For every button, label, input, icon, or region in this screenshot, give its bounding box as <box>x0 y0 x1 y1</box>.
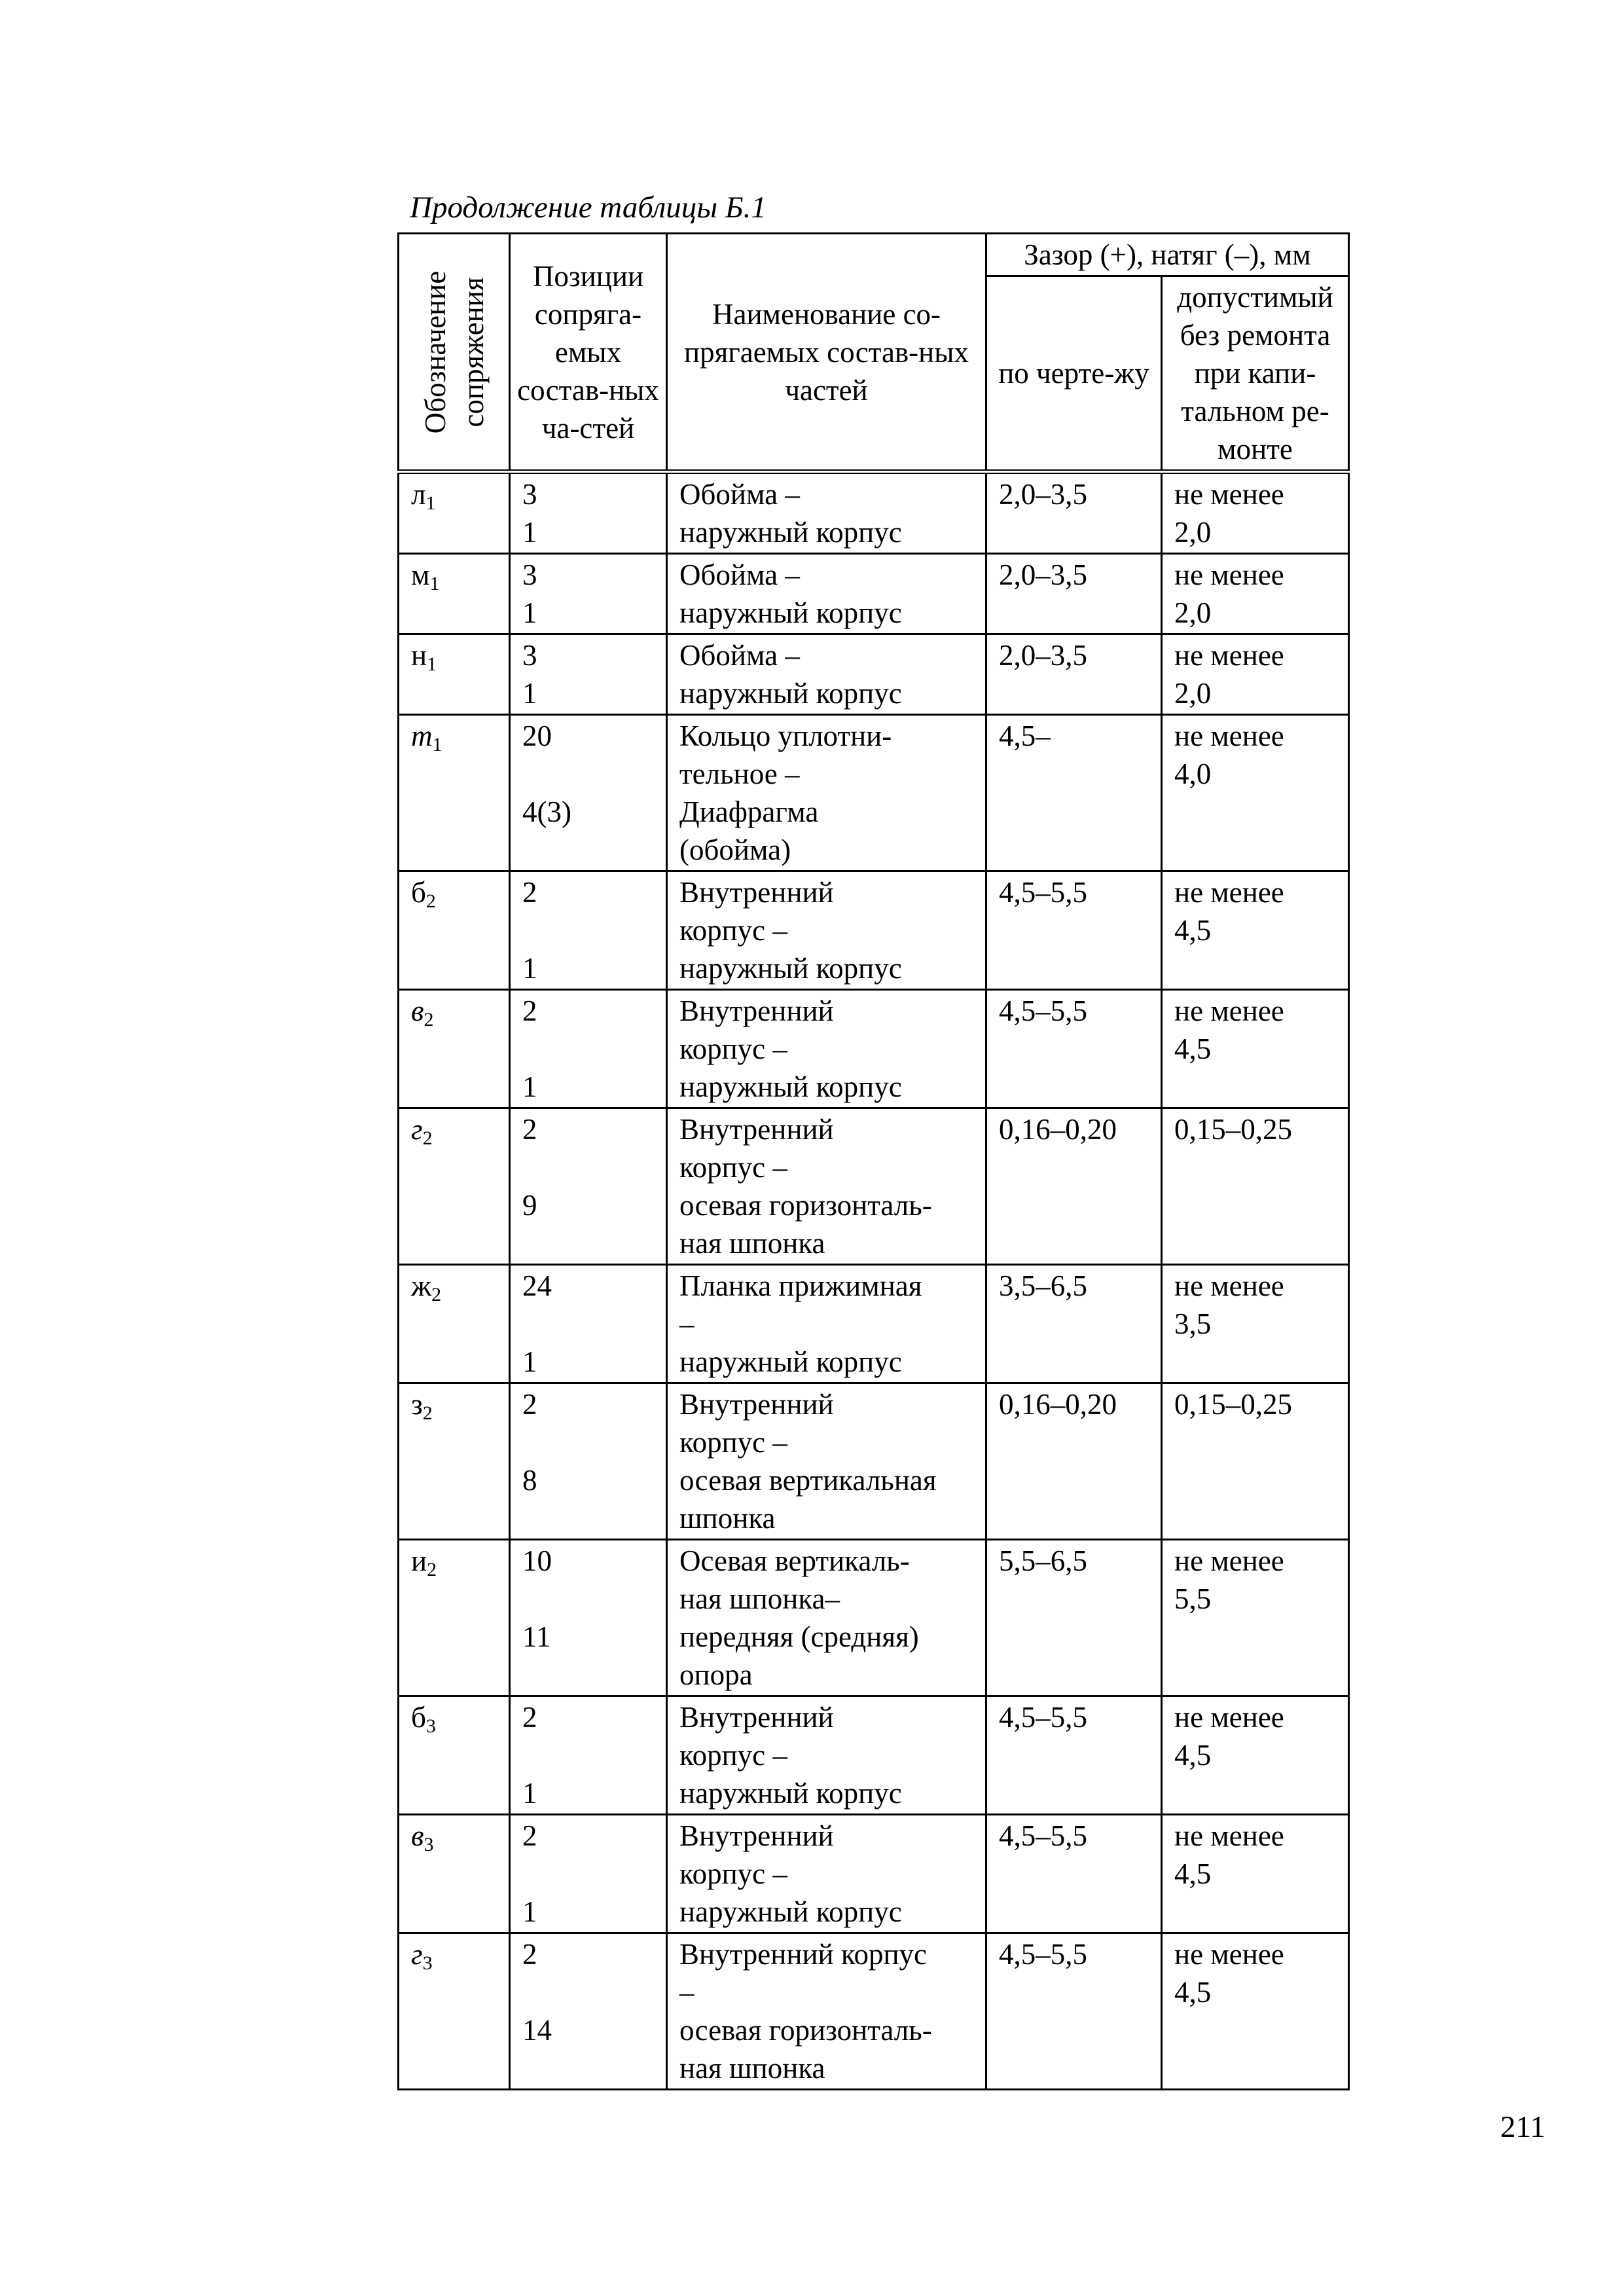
cell-positions <box>510 1383 667 1540</box>
allowed-value-line: не менее <box>1174 639 1284 672</box>
drawing-value: 4,5–5,5 <box>999 1701 1087 1734</box>
position-value <box>522 1580 654 1618</box>
drawing-value: 0,16–0,20 <box>999 1113 1117 1146</box>
designation-symbol: и <box>411 1544 427 1577</box>
cell-positions <box>510 1933 667 2090</box>
cell-designation <box>399 1265 510 1383</box>
table-row <box>399 1540 1349 1696</box>
table-row <box>399 1933 1349 2090</box>
part-name-line: наружный корпус <box>679 596 902 629</box>
allowed-value-line: 0,15–0,25 <box>1174 1388 1292 1421</box>
part-name-line: осевая горизонталь- <box>679 1189 932 1222</box>
part-name-line: Кольцо уплотни- <box>679 720 892 752</box>
header-allowed: допустимый без ремонта при капи-тальном ре-монте <box>1162 276 1349 472</box>
allowed-value-line: 0,15–0,25 <box>1174 1113 1292 1146</box>
designation-subscript: 2 <box>422 1402 433 1424</box>
designation-subscript: 1 <box>429 573 440 594</box>
allowed-value-line: 4,5 <box>1174 914 1212 947</box>
cell-allowed <box>1162 1540 1349 1696</box>
part-name-line: Осевая вертикаль- <box>679 1544 910 1577</box>
cell-allowed <box>1162 634 1349 715</box>
cell-positions <box>510 715 667 871</box>
part-name-line: наружный корпус <box>679 952 902 985</box>
cell-by-drawing <box>986 1933 1162 2090</box>
drawing-value: 4,5–5,5 <box>999 1938 1087 1971</box>
table-row <box>399 1815 1349 1933</box>
cell-allowed <box>1162 715 1349 871</box>
part-name-line: Обойма – <box>679 558 800 591</box>
position-value: 8 <box>522 1464 537 1497</box>
table-row <box>399 871 1349 990</box>
allowed-value-line: 5,5 <box>1174 1582 1212 1615</box>
cell-positions <box>510 1265 667 1383</box>
drawing-value: 4,5– <box>999 720 1051 752</box>
cell-by-drawing <box>986 554 1162 634</box>
allowed-value-line: 2,0 <box>1174 677 1212 710</box>
drawing-value: 0,16–0,20 <box>999 1388 1117 1421</box>
drawing-value: 2,0–3,5 <box>999 478 1087 511</box>
designation-subscript: 2 <box>425 890 436 912</box>
cell-part-names <box>667 871 986 990</box>
designation-symbol: в <box>411 994 424 1027</box>
data-table <box>397 232 1350 2090</box>
header-positions: Позиции сопряга-емых состав-ных ча-стей <box>510 234 667 472</box>
part-name-line: наружный корпус <box>679 1895 902 1928</box>
drawing-value: 5,5–6,5 <box>999 1544 1087 1577</box>
part-name-line: – <box>679 1976 695 2009</box>
table-row <box>399 634 1349 715</box>
allowed-value-line: 4,0 <box>1174 757 1212 790</box>
position-value: 9 <box>522 1189 537 1222</box>
cell-by-drawing <box>986 1383 1162 1540</box>
allowed-value-line: не менее <box>1174 1701 1284 1734</box>
drawing-value: 4,5–5,5 <box>999 994 1087 1027</box>
cell-by-drawing <box>986 871 1162 990</box>
position-value: 11 <box>522 1620 551 1653</box>
position-value: 2 <box>522 1113 537 1146</box>
cell-part-names <box>667 1933 986 2090</box>
allowed-value-line: 2,0 <box>1174 596 1212 629</box>
cell-positions <box>510 990 667 1108</box>
part-name-line: корпус – <box>679 1857 787 1890</box>
position-value <box>522 1499 654 1537</box>
position-value: 10 <box>522 1544 552 1577</box>
allowed-value-line: не менее <box>1174 1819 1284 1852</box>
part-name-line: наружный корпус <box>679 1070 902 1103</box>
part-name-line: Обойма – <box>679 639 800 672</box>
position-value: 3 <box>522 558 537 591</box>
cell-positions <box>510 472 667 554</box>
cell-designation <box>399 634 510 715</box>
cell-by-drawing <box>986 1540 1162 1696</box>
table-row <box>399 1265 1349 1383</box>
designation-subscript: 2 <box>424 1009 434 1030</box>
cell-part-names <box>667 1696 986 1815</box>
cell-allowed <box>1162 1696 1349 1815</box>
cell-designation <box>399 990 510 1108</box>
designation-symbol: б <box>411 1701 426 1734</box>
part-name-line: ная шпонка <box>679 1227 825 1260</box>
cell-part-names <box>667 1265 986 1383</box>
position-value <box>522 1423 654 1461</box>
position-value: 1 <box>522 952 537 985</box>
position-value: 3 <box>522 639 537 672</box>
designation-subscript: 2 <box>427 1559 437 1580</box>
drawing-value: 4,5–5,5 <box>999 1819 1087 1852</box>
part-name-line: Внутренний <box>679 1701 834 1734</box>
part-name-line: шпонка <box>679 1502 776 1535</box>
position-value: 1 <box>522 596 537 629</box>
header-designation-label: Обозначение сопряжения <box>418 270 490 433</box>
position-value: 2 <box>522 994 537 1027</box>
part-name-line: Внутренний <box>679 994 834 1027</box>
drawing-value: 2,0–3,5 <box>999 558 1087 591</box>
drawing-value: 3,5–6,5 <box>999 1269 1087 1302</box>
part-name-line: корпус – <box>679 1032 787 1065</box>
header-clearance-group: Зазор (+), натяг (–), мм <box>986 234 1349 276</box>
allowed-value-line: не менее <box>1174 994 1284 1027</box>
cell-part-names <box>667 990 986 1108</box>
position-value: 1 <box>522 1070 537 1103</box>
drawing-value: 2,0–3,5 <box>999 639 1087 672</box>
cell-part-names <box>667 634 986 715</box>
position-value: 1 <box>522 1777 537 1810</box>
cell-by-drawing <box>986 472 1162 554</box>
allowed-value-line: не менее <box>1174 1544 1284 1577</box>
designation-subscript: 1 <box>432 734 442 756</box>
allowed-value-line: 4,5 <box>1174 1857 1212 1890</box>
part-name-line: Внутренний <box>679 876 834 909</box>
cell-positions <box>510 1696 667 1815</box>
cell-designation <box>399 554 510 634</box>
cell-part-names <box>667 715 986 871</box>
table-caption: Продолжение таблицы Б.1 <box>410 191 767 225</box>
part-name-line: Внутренний <box>679 1819 834 1852</box>
cell-positions <box>510 1540 667 1696</box>
position-value: 14 <box>522 2014 552 2047</box>
cell-designation <box>399 1933 510 2090</box>
position-value: 1 <box>522 516 537 549</box>
cell-allowed <box>1162 1933 1349 2090</box>
position-value <box>522 831 654 869</box>
cell-part-names <box>667 472 986 554</box>
part-name-line: Внутренний корпус <box>679 1938 927 1971</box>
part-name-line: корпус – <box>679 1426 787 1459</box>
cell-by-drawing <box>986 634 1162 715</box>
position-value: 1 <box>522 677 537 710</box>
designation-symbol: г <box>411 1113 423 1146</box>
allowed-value-line: не менее <box>1174 720 1284 752</box>
part-name-line: наружный корпус <box>679 1345 902 1378</box>
cell-by-drawing <box>986 990 1162 1108</box>
cell-allowed <box>1162 871 1349 990</box>
position-value <box>522 1305 654 1343</box>
designation-symbol: в <box>411 1819 424 1852</box>
part-name-line: корпус – <box>679 914 787 947</box>
position-value <box>522 1030 654 1068</box>
part-name-line: Обойма – <box>679 478 800 511</box>
cell-part-names <box>667 1540 986 1696</box>
allowed-value-line: не менее <box>1174 1269 1284 1302</box>
cell-designation <box>399 871 510 990</box>
position-value: 1 <box>522 1895 537 1928</box>
allowed-value-line: не менее <box>1174 478 1284 511</box>
position-value <box>522 1656 654 1694</box>
allowed-value-line: 2,0 <box>1174 516 1212 549</box>
position-value <box>522 1973 654 2011</box>
cell-designation <box>399 472 510 554</box>
position-value: 2 <box>522 1938 537 1971</box>
cell-allowed <box>1162 554 1349 634</box>
designation-symbol: л <box>411 478 426 511</box>
position-value: 2 <box>522 1388 537 1421</box>
table-row <box>399 554 1349 634</box>
designation-symbol: б <box>411 876 426 909</box>
cell-designation <box>399 1540 510 1696</box>
cell-part-names <box>667 554 986 634</box>
position-value <box>522 911 654 949</box>
part-name-line: осевая горизонталь- <box>679 2014 932 2047</box>
cell-designation <box>399 1108 510 1265</box>
cell-part-names <box>667 1383 986 1540</box>
part-name-line: корпус – <box>679 1151 787 1184</box>
cell-designation <box>399 1815 510 1933</box>
part-name-line: корпус – <box>679 1739 787 1772</box>
allowed-value-line: не менее <box>1174 876 1284 909</box>
header-part-names: Наименование со-прягаемых состав-ных частей <box>667 234 986 472</box>
part-name-line: Планка прижимная <box>679 1269 922 1302</box>
part-name-line: ная шпонка <box>679 2052 825 2085</box>
position-value <box>522 1855 654 1893</box>
position-value: 1 <box>522 1345 537 1378</box>
part-name-line: (обойма) <box>679 833 791 866</box>
cell-by-drawing <box>986 1815 1162 1933</box>
part-name-line: наружный корпус <box>679 1777 902 1810</box>
position-value: 4(3) <box>522 795 571 828</box>
position-value <box>522 2049 654 2087</box>
cell-allowed <box>1162 990 1349 1108</box>
position-value <box>522 1224 654 1262</box>
cell-designation <box>399 1383 510 1540</box>
header-by-drawing: по черте-жу <box>986 276 1162 472</box>
page-number: 211 <box>1500 2110 1545 2144</box>
allowed-value-line: 4,5 <box>1174 1976 1212 2009</box>
designation-symbol: н <box>411 639 427 672</box>
cell-part-names <box>667 1108 986 1265</box>
cell-by-drawing <box>986 1108 1162 1265</box>
designation-subscript: 3 <box>425 1715 436 1737</box>
position-value <box>522 1148 654 1186</box>
cell-designation <box>399 1696 510 1815</box>
position-value: 24 <box>522 1269 552 1302</box>
cell-positions <box>510 554 667 634</box>
allowed-value-line: 4,5 <box>1174 1739 1212 1772</box>
drawing-value: 4,5–5,5 <box>999 876 1087 909</box>
part-name-line: наружный корпус <box>679 677 902 710</box>
position-value: 2 <box>522 1819 537 1852</box>
designation-symbol: м <box>411 558 430 591</box>
cell-allowed <box>1162 1383 1349 1540</box>
designation-subscript: 3 <box>424 1834 434 1855</box>
part-name-line: ная шпонка– <box>679 1582 840 1615</box>
part-name-line: наружный корпус <box>679 516 902 549</box>
cell-by-drawing <box>986 1696 1162 1815</box>
designation-symbol: т <box>411 720 433 752</box>
designation-subscript: 1 <box>427 653 437 675</box>
designation-subscript: 3 <box>422 1952 433 1974</box>
table-row <box>399 1383 1349 1540</box>
position-value: 2 <box>522 1701 537 1734</box>
part-name-line: Диафрагма <box>679 795 819 828</box>
allowed-value-line: 4,5 <box>1174 1032 1212 1065</box>
part-name-line: тельное – <box>679 757 800 790</box>
cell-designation <box>399 715 510 871</box>
cell-allowed <box>1162 1265 1349 1383</box>
part-name-line: Внутренний <box>679 1113 834 1146</box>
cell-by-drawing <box>986 715 1162 871</box>
table-row <box>399 715 1349 871</box>
allowed-value-line: 3,5 <box>1174 1307 1212 1340</box>
position-value <box>522 755 654 793</box>
cell-positions <box>510 634 667 715</box>
position-value: 3 <box>522 478 537 511</box>
position-value: 20 <box>522 720 552 752</box>
designation-symbol: г <box>411 1938 423 1971</box>
cell-positions <box>510 1815 667 1933</box>
part-name-line: осевая вертикальная <box>679 1464 937 1497</box>
part-name-line: Внутренний <box>679 1388 834 1421</box>
cell-allowed <box>1162 472 1349 554</box>
cell-allowed <box>1162 1108 1349 1265</box>
part-name-line: передняя (средняя) <box>679 1620 919 1653</box>
part-name-line: – <box>679 1307 695 1340</box>
table-row <box>399 472 1349 554</box>
header-designation <box>399 234 510 472</box>
designation-symbol: ж <box>411 1269 432 1302</box>
part-name-line: опора <box>679 1658 753 1691</box>
position-value: 2 <box>522 876 537 909</box>
position-value <box>522 1736 654 1774</box>
cell-positions <box>510 871 667 990</box>
allowed-value-line: не менее <box>1174 558 1284 591</box>
designation-subscript: 2 <box>422 1127 433 1149</box>
cell-by-drawing <box>986 1265 1162 1383</box>
cell-positions <box>510 1108 667 1265</box>
designation-subscript: 2 <box>431 1284 442 1305</box>
cell-allowed <box>1162 1815 1349 1933</box>
table-row <box>399 1108 1349 1265</box>
designation-symbol: з <box>411 1388 423 1421</box>
designation-subscript: 1 <box>425 492 436 514</box>
allowed-value-line: не менее <box>1174 1938 1284 1971</box>
cell-part-names <box>667 1815 986 1933</box>
table-row <box>399 1696 1349 1815</box>
table-row <box>399 990 1349 1108</box>
